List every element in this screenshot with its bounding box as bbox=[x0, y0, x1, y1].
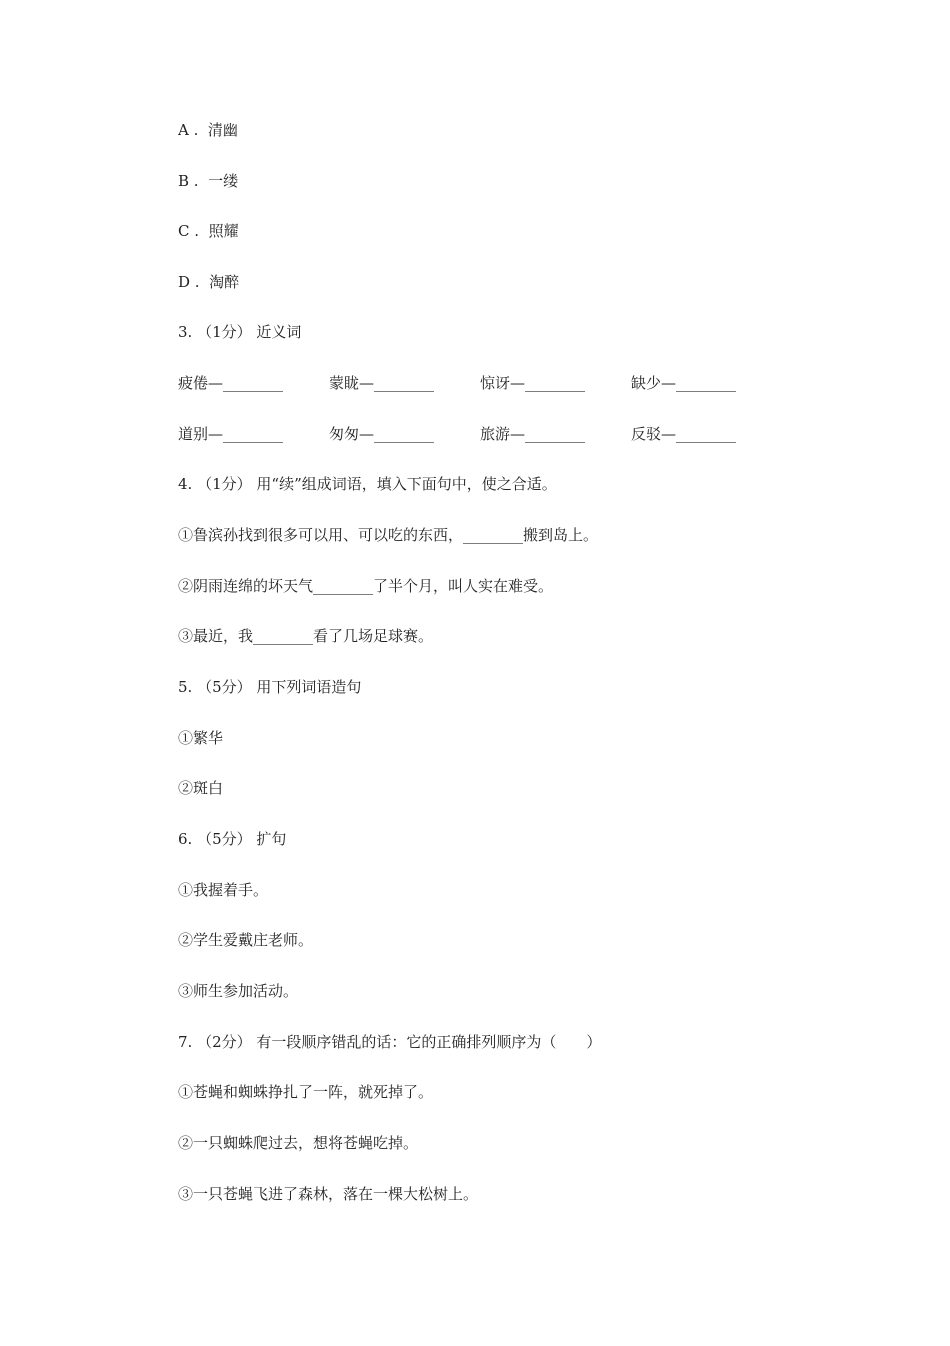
expand-sentence: ①我握着手。 bbox=[178, 881, 269, 899]
synonym-row-2 bbox=[178, 424, 782, 444]
expand-sentence: ②学生爱戴庄老师。 bbox=[178, 931, 314, 949]
synonym-blank[interactable]: 疲倦—________ bbox=[178, 374, 284, 392]
option-letter: D bbox=[178, 273, 191, 291]
question-prompt: 用下列词语造句 bbox=[256, 678, 362, 696]
option-text: 淘醉 bbox=[209, 273, 240, 291]
option-text: 照耀 bbox=[208, 222, 239, 240]
expand-sentence: ③师生参加活动。 bbox=[178, 982, 299, 1000]
question-number: 7. bbox=[178, 1033, 193, 1051]
synonym-blank[interactable]: 旅游—________ bbox=[480, 425, 586, 443]
option-d[interactable]: D . 淘醉 bbox=[178, 273, 240, 291]
question-score: （2分） bbox=[197, 1033, 252, 1051]
sentence-word: ②斑白 bbox=[178, 779, 224, 797]
question-prompt: 有一段顺序错乱的话：它的正确排列顺序为（ ） bbox=[256, 1033, 602, 1051]
question-score: （5分） bbox=[197, 830, 252, 848]
synonym-row-1 bbox=[178, 373, 782, 393]
option-b[interactable]: B . 一缕 bbox=[178, 172, 239, 190]
option-letter: B bbox=[178, 172, 190, 190]
fill-in-sentence[interactable]: ①鲁滨孙找到很多可以用、可以吃的东西，________搬到岛上。 bbox=[178, 526, 599, 544]
question-5-header bbox=[178, 677, 361, 697]
question-prompt: 用“续”组成词语，填入下面句中，使之合适。 bbox=[256, 475, 557, 493]
option-c[interactable]: C . 照耀 bbox=[178, 222, 239, 240]
synonym-blank[interactable]: 匆匆—________ bbox=[329, 425, 435, 443]
sentence-word: ①繁华 bbox=[178, 729, 224, 747]
order-item: ②一只蜘蛛爬过去，想将苍蝇吃掉。 bbox=[178, 1134, 419, 1152]
synonym-blank[interactable]: 惊讶—________ bbox=[480, 374, 586, 392]
question-score: （1分） bbox=[197, 475, 252, 493]
question-3-header bbox=[178, 322, 301, 342]
option-a[interactable]: A . 清幽 bbox=[178, 121, 238, 139]
option-letter: C bbox=[178, 222, 190, 240]
question-number: 6. bbox=[178, 830, 193, 848]
option-text: 一缕 bbox=[208, 172, 239, 190]
question-prompt: 近义词 bbox=[256, 323, 302, 341]
question-4-header bbox=[178, 474, 557, 494]
synonym-blank[interactable]: 反驳—________ bbox=[631, 425, 737, 443]
question-number: 3. bbox=[178, 323, 193, 341]
question-score: （1分） bbox=[197, 323, 252, 341]
question-score: （5分） bbox=[197, 678, 252, 696]
order-item: ①苍蝇和蜘蛛挣扎了一阵，就死掉了。 bbox=[178, 1083, 434, 1101]
question-prompt: 扩句 bbox=[256, 830, 287, 848]
option-text: 清幽 bbox=[207, 121, 238, 139]
question-7-header bbox=[178, 1032, 601, 1052]
fill-in-sentence[interactable]: ②阴雨连绵的坏天气________了半个月，叫人实在难受。 bbox=[178, 577, 554, 595]
synonym-blank[interactable]: 道别—________ bbox=[178, 425, 284, 443]
order-item: ③一只苍蝇飞进了森林，落在一棵大松树上。 bbox=[178, 1185, 479, 1203]
synonym-blank[interactable]: 缺少—________ bbox=[631, 374, 737, 392]
option-letter: A bbox=[178, 121, 189, 139]
synonym-blank[interactable]: 蒙眬—________ bbox=[329, 374, 435, 392]
question-number: 5. bbox=[178, 678, 193, 696]
fill-in-sentence[interactable]: ③最近，我________看了几场足球赛。 bbox=[178, 627, 434, 645]
question-6-header bbox=[178, 829, 286, 849]
question-number: 4. bbox=[178, 475, 193, 493]
